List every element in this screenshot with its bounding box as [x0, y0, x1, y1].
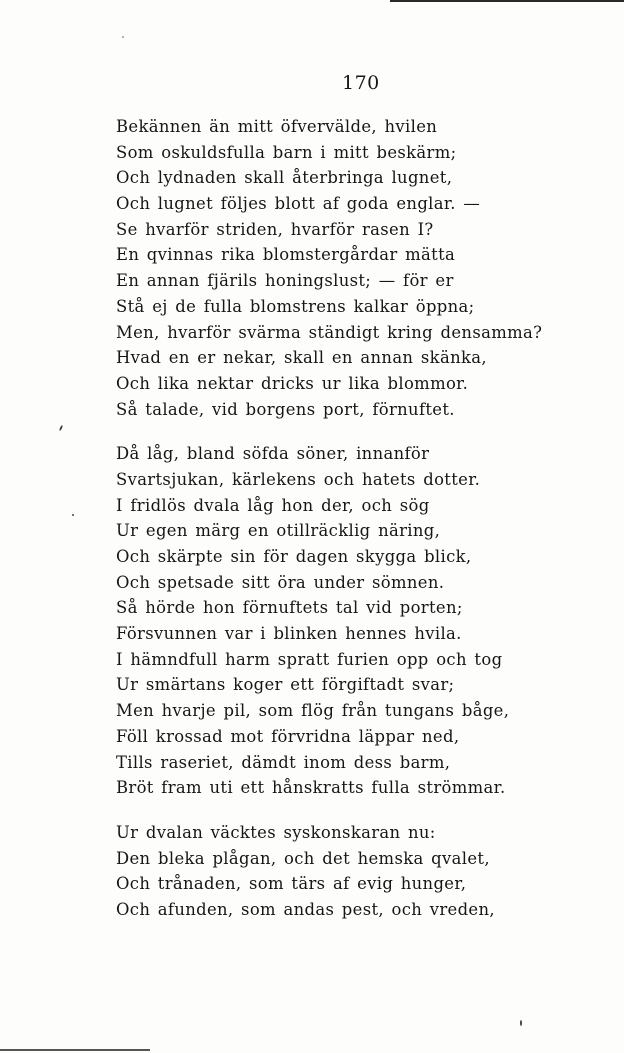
poem-line: Hvad en er nekar, skall en annan skänka, — [116, 348, 487, 368]
poem-line: Försvunnen var i blinken hennes hvila. — [116, 624, 462, 644]
poem-line: En annan fjärils honingslust; — för er — [116, 271, 454, 291]
page-number: 170 — [342, 72, 380, 94]
poem-line: Och trånaden, som tärs af evig hunger, — [116, 874, 467, 894]
poem-line: Bekännen än mitt öfvervälde, hvilen — [116, 117, 438, 136]
poem-line: I hämndfull harm spratt furien opp och tog — [116, 649, 503, 669]
ink-speck — [72, 514, 74, 516]
poem-line: Och lugnet följes blott af goda englar. — — [116, 194, 481, 214]
stanza-3 — [116, 820, 586, 923]
poem-line: Ur egen märg en otillräcklig näring, — [116, 521, 441, 541]
ink-speck — [520, 1020, 522, 1026]
page-bottom-edge-rule — [0, 1049, 150, 1051]
poem-line: Då låg, bland söfda söner, innanför — [116, 444, 430, 464]
poem-line: Stå ej de fulla blomstrens kalkar öppna; — [116, 296, 475, 316]
poem-line: Och lika nektar dricks ur lika blommor. — [116, 373, 469, 393]
poem-line: Den bleka plågan, och det hemska qvalet, — [116, 848, 490, 868]
stanza-1 — [116, 114, 586, 422]
poem-line: Svartsjukan, kärlekens och hatets dotter. — [116, 469, 481, 489]
poem-line: Men, hvarför svärma ständigt kring densamma? — [116, 322, 543, 342]
poem-line: En qvinnas rika blomstergårdar mätta — [116, 245, 456, 265]
poem-line: Så hörde hon förnuftets tal vid porten; — [116, 598, 463, 618]
ink-speck — [122, 36, 124, 38]
poem-line: Och skärpte sin för dagen skygga blick, — [116, 547, 472, 566]
page-top-edge-rule — [390, 0, 624, 2]
poem-line: Och lydnaden skall återbringa lugnet, — [116, 168, 453, 188]
poem-line: Som oskuldsfulla barn i mitt beskärm; — [116, 142, 457, 162]
poem-line: Bröt fram uti ett hånskratts fulla strömmar. — [116, 778, 506, 798]
poem-line: Och afunden, som andas pest, och vreden, — [116, 899, 495, 919]
poem-line: Så talade, vid borgens port, förnuftet. — [116, 399, 455, 419]
poem-text — [116, 114, 586, 942]
poem-line: Se hvarför striden, hvarför rasen I? — [116, 219, 434, 239]
poem-line: Ur smärtans koger ett förgiftadt svar; — [116, 675, 455, 695]
poem-line: Men hvarje pil, som flög från tungans båge, — [116, 701, 510, 721]
poem-line: Och spetsade sitt öra under sömnen. — [116, 572, 445, 592]
poem-line: Föll krossad mot förvridna läppar ned, — [116, 726, 460, 746]
poem-line: Ur dvalan väcktes syskonskaran nu: — [116, 822, 436, 842]
poem-line: Tills raseriet, dämdt inom dess barm, — [116, 752, 451, 772]
ink-speck — [59, 425, 63, 431]
stanza-2 — [116, 441, 586, 801]
poem-line: I fridlös dvala låg hon der, och sög — [116, 495, 430, 515]
